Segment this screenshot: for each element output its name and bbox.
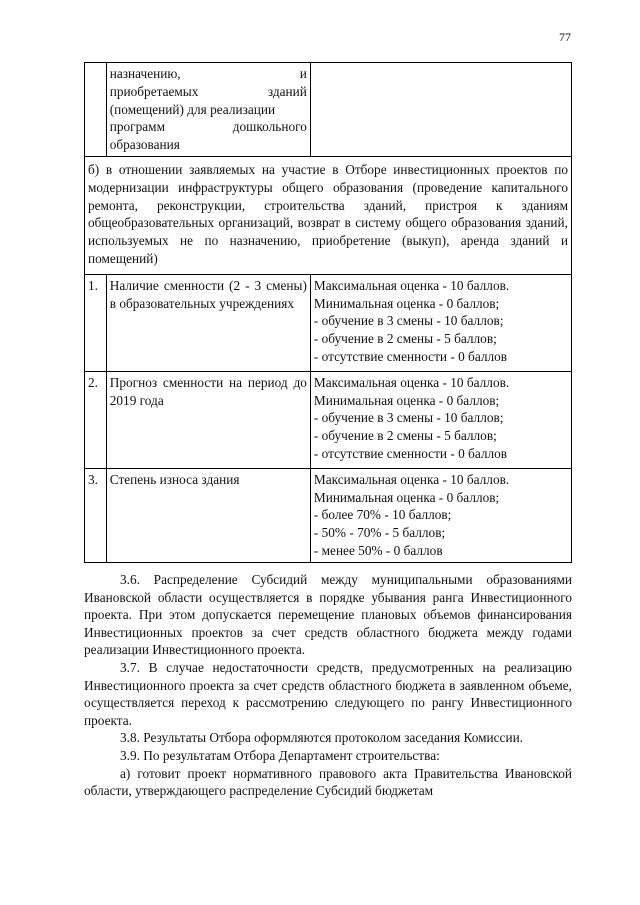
table-row: [85, 63, 572, 157]
score-line: - отсутствие сменности - 0 баллов: [313, 445, 508, 461]
row-scores: [310, 371, 571, 468]
score-line: - отсутствие сменности - 0 баллов: [313, 348, 508, 364]
score-line: Минимальная оценка - 0 баллов;: [313, 295, 500, 311]
document-body: [84, 571, 572, 800]
cell-text: образования: [109, 137, 180, 153]
row-scores: [310, 274, 571, 371]
paragraph-3-6: 3.6. Распределение Субсидий между муниципальными образованиями Ивановской области осуществляется в порядке убывания ранга Инвестиционного проекта. При этом допускается перемещение плановых объемов финансирования Инвестиционных проектов за счет средств областного бюджета между годами реализации Инвестиционного проекта.: [84, 572, 572, 658]
table-row: [85, 371, 572, 468]
cell-text: зданий: [267, 83, 307, 99]
score-line: Максимальная оценка - 10 баллов.: [313, 471, 510, 487]
paragraph-3-9: 3.9. По результатам Отбора Департамент строительства:: [120, 747, 440, 763]
row-number: 3.: [85, 468, 107, 562]
cell-text: и: [299, 66, 307, 81]
paragraph-a: а) готовит проект нормативного правового акта Правительства Ивановской области, утверждающего распределение Субсидий бюджетам: [84, 765, 572, 799]
score-line: - 50% - 70% - 5 баллов;: [313, 525, 446, 541]
score-line: Минимальная оценка - 0 баллов;: [313, 489, 500, 505]
score-line: - обучение в 3 смены - 10 баллов;: [313, 313, 504, 329]
row-criterion: Степень износа здания: [106, 468, 310, 562]
row-scores: [310, 468, 571, 562]
cell-text: программ: [109, 119, 165, 135]
cell-text: дошкольного: [232, 119, 307, 135]
table-cell-score: [310, 63, 571, 157]
score-line: - обучение в 2 смены - 5 баллов;: [313, 331, 497, 347]
section-b-heading: б) в отношении заявляемых на участие в Отборе инвестиционных проектов по модернизации инфраструктуры общего образования (проведение капитального ремонта, реконструкции, строительства зданий, пристроя к зданиям общеобразовательных организаций, возврат в систему общего образования зданий, используемых не по назначению, приобретение (выкуп), аренда зданий и помещений): [85, 156, 572, 274]
criteria-table: [84, 62, 572, 563]
paragraph-3-7: 3.7. В случае недостаточности средств, предусмотренных на реализацию Инвестиционного проекта за счет средств областного бюджета в заявленном объеме, осуществляется переход к рассмотрению следующего по рангу Инвестиционного проекта.: [84, 659, 572, 728]
cell-text: приобретаемых: [109, 83, 199, 99]
table-row: [85, 156, 572, 274]
score-line: - обучение в 3 смены - 10 баллов;: [313, 410, 504, 426]
table-row: [85, 468, 572, 562]
score-line: Максимальная оценка - 10 баллов.: [313, 277, 510, 293]
row-criterion: Прогноз сменности на период до 2019 года: [106, 371, 310, 468]
table-row: [85, 274, 572, 371]
cell-text: (помещений) для реализации: [109, 101, 276, 117]
page-number: 77: [559, 30, 571, 44]
score-line: Максимальная оценка - 10 баллов.: [313, 374, 510, 390]
paragraph-3-8: 3.8. Результаты Отбора оформляются протоколом заседания Комиссии.: [120, 730, 524, 746]
cell-text: назначению,: [109, 66, 181, 81]
score-line: - менее 50% - 0 баллов: [313, 542, 443, 558]
score-line: Минимальная оценка - 0 баллов;: [313, 392, 500, 408]
row-number: 1.: [85, 274, 107, 371]
row-criterion: Наличие сменности (2 - 3 смены) в образовательных учреждениях: [106, 274, 310, 371]
table-cell-criterion: [106, 63, 310, 157]
score-line: - более 70% - 10 баллов;: [313, 507, 452, 523]
table-cell-num: [85, 63, 107, 157]
row-number: 2.: [85, 371, 107, 468]
score-line: - обучение в 2 смены - 5 баллов;: [313, 428, 497, 444]
